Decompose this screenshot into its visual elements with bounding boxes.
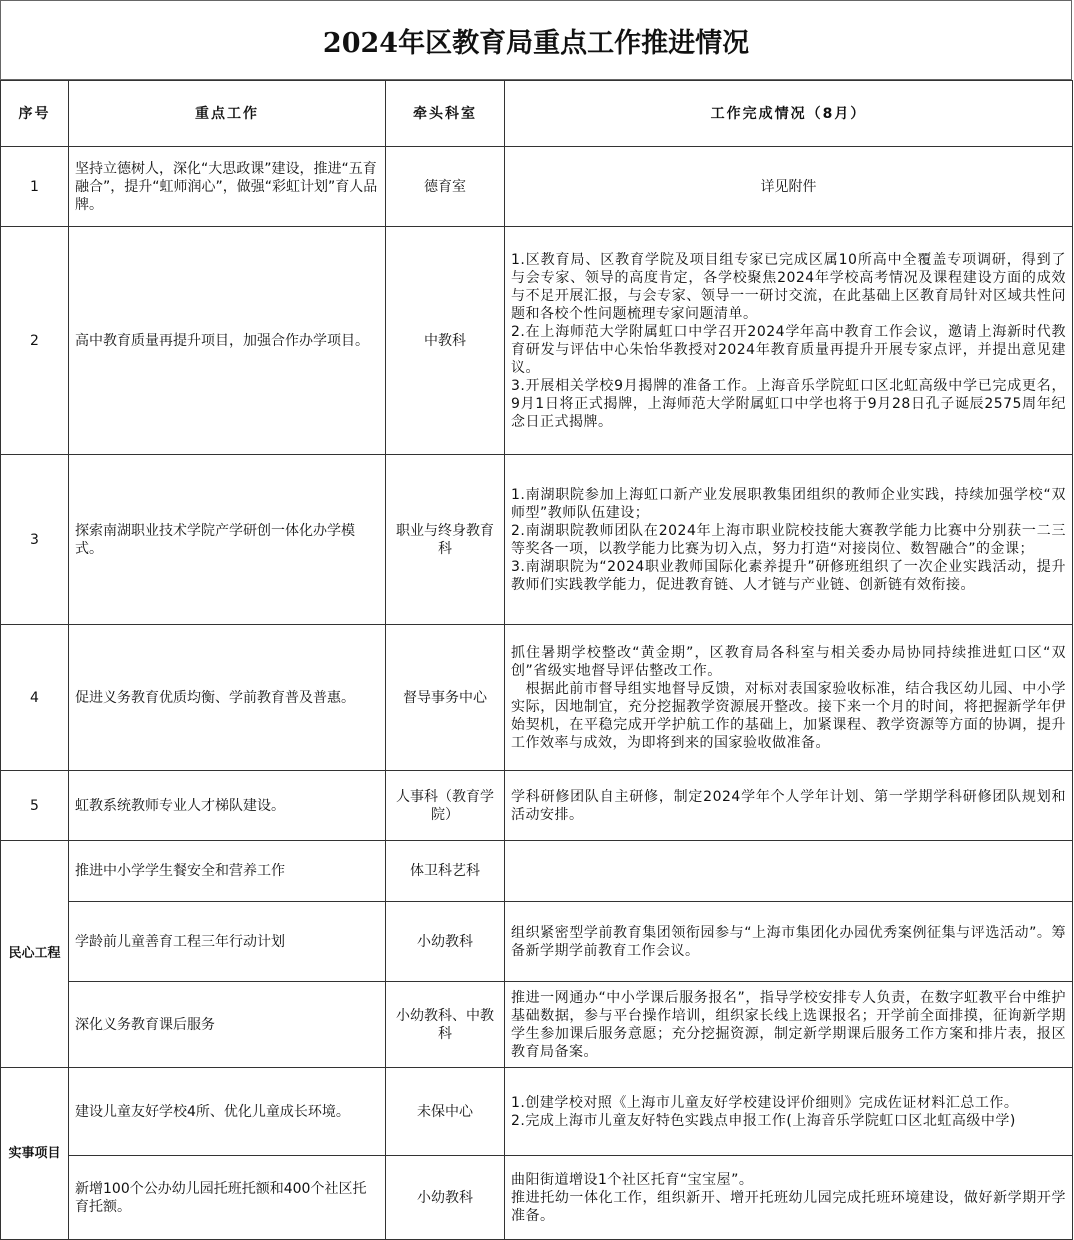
- status-line: 1.创建学校对照《上海市儿童友好学校建设评价细则》完成佐证材料汇总工作。: [511, 1094, 1019, 1111]
- status-line: 1.南湖职院参加上海虹口新产业发展职教集团组织的教师企业实践，持续加强学校“双师型”教师队伍建设；: [511, 486, 1066, 521]
- header-status: 工作完成情况（8月）: [505, 81, 1073, 147]
- dept-cell: 督导事务中心: [386, 625, 505, 771]
- dept-cell: 职业与终身教育科: [386, 455, 505, 625]
- status-line: 详见附件: [760, 178, 817, 195]
- table-row: [1, 902, 1073, 982]
- status-cell: [505, 455, 1073, 625]
- status-line: 推进托幼一体化工作，组织新开、增开托班幼儿园完成托班环境建设，做好新学期开学准备。: [511, 1189, 1066, 1224]
- header-task: 重点工作: [69, 81, 386, 147]
- status-line: 曲阳街道增设1个社区托育“宝宝屋”。: [511, 1171, 754, 1188]
- status-cell: [505, 1068, 1073, 1156]
- status-line: 学科研修团队自主研修，制定2024学年个人学年计划、第一学期学科研修团队规划和活动安排。: [511, 788, 1066, 823]
- table-row: [1, 625, 1073, 771]
- status-cell: [505, 771, 1073, 841]
- table-row: [1, 1068, 1073, 1156]
- row-number: 1: [1, 147, 69, 227]
- row-number: 3: [1, 455, 69, 625]
- status-line: 推进一网通办“中小学课后服务报名”，指导学校安排专人负责，在数字虹教平台中维护基础数据，参与平台操作培训，组织家长线上选课报名；开学前全面排摸，征询新学期学生参加课后服务意愿；充分挖掘资源，制定新学期课后服务工作方案和排片表，报区教育局备案。: [511, 989, 1066, 1060]
- status-cell: [505, 147, 1073, 227]
- task-cell: 新增100个公办幼儿园托班托额和400个社区托育托额。: [69, 1156, 386, 1240]
- task-cell: 高中教育质量再提升项目，加强合作办学项目。: [69, 227, 386, 455]
- table-row: [1, 227, 1073, 455]
- status-line: 2.完成上海市儿童友好特色实践点申报工作(上海音乐学院虹口区北虹高级中学): [511, 1112, 1016, 1129]
- status-line: 抓住暑期学校整改“黄金期”，区教育局各科室与相关委办局协同持续推进虹口区“双创”省级实地督导评估整改工作。: [511, 644, 1066, 679]
- task-cell: 探索南湖职业技术学院产学研创一体化办学模式。: [69, 455, 386, 625]
- status-cell: [505, 1156, 1073, 1240]
- table-row: [1, 147, 1073, 227]
- header-row: [1, 81, 1073, 147]
- table-row: [1, 982, 1073, 1068]
- dept-cell: 未保中心: [386, 1068, 505, 1156]
- task-cell: 学龄前儿童善育工程三年行动计划: [69, 902, 386, 982]
- task-cell: 坚持立德树人，深化“大思政课”建设，推进“五育融合”，提升“虹师润心”，做强“彩虹计划”育人品牌。: [69, 147, 386, 227]
- table-row: [1, 1156, 1073, 1240]
- table-row: [1, 771, 1073, 841]
- row-number: 5: [1, 771, 69, 841]
- task-cell: 促进义务教育优质均衡、学前教育普及普惠。: [69, 625, 386, 771]
- dept-cell: 中教科: [386, 227, 505, 455]
- dept-cell: 小幼教科: [386, 902, 505, 982]
- dept-cell: 体卫科艺科: [386, 841, 505, 902]
- table-row: [1, 841, 1073, 902]
- dept-cell: 小幼教科、中教科: [386, 982, 505, 1068]
- task-cell: 深化义务教育课后服务: [69, 982, 386, 1068]
- status-line: 3.开展相关学校9月揭牌的准备工作。上海音乐学院虹口区北虹高级中学已完成更名，9月1日将正式揭牌，上海师范大学附属虹口中学也将于9月28日孔子诞辰2575周年纪念日正式揭牌。: [511, 377, 1066, 430]
- status-cell: [505, 982, 1073, 1068]
- status-line: 3.南湖职院为“2024职业教师国际化素养提升”研修班组织了一次企业实践活动，提升教师们实践教学能力，促进教育链、人才链与产业链、创新链有效衔接。: [511, 558, 1066, 593]
- header-dept: 牵头科室: [386, 81, 505, 147]
- dept-cell: 德育室: [386, 147, 505, 227]
- dept-cell: 小幼教科: [386, 1156, 505, 1240]
- status-cell: [505, 625, 1073, 771]
- status-line: 2.在上海师范大学附属虹口中学召开2024学年高中教育工作会议，邀请上海新时代教育研发与评估中心朱怡华教授对2024年教育质量再提升开展专家点评，并提出意见建议。: [511, 323, 1066, 376]
- dept-cell: 人事科（教育学院）: [386, 771, 505, 841]
- status-cell: [505, 841, 1073, 902]
- task-cell: 推进中小学学生餐安全和营养工作: [69, 841, 386, 902]
- status-cell: [505, 902, 1073, 982]
- header-no: 序号: [1, 81, 69, 147]
- status-line: 组织紧密型学前教育集团领衔园参与“上海市集团化办园优秀案例征集与评选活动”。筹备新学期学前教育工作会议。: [511, 924, 1066, 959]
- status-line: 2.南湖职院教师团队在2024年上海市职业院校技能大赛教学能力比赛中分别获一二三等奖各一项，以教学能力比赛为切入点，努力打造“对接岗位、数智融合”的金课；: [511, 522, 1066, 557]
- group-label: 实事项目: [1, 1068, 69, 1240]
- page-title: 2024年区教育局重点工作推进情况: [0, 0, 1072, 80]
- work-progress-table: [0, 80, 1073, 1240]
- row-number: 4: [1, 625, 69, 771]
- table-row: [1, 455, 1073, 625]
- status-line: 1.区教育局、区教育学院及项目组专家已完成区属10所高中全覆盖专项调研，得到了与会专家、领导的高度肯定，各学校聚焦2024年学校高考情况及课程建设方面的成效与不足开展汇报，与会专家、领导一一研讨交流，在此基础上区教育局针对区域共性问题和各校个性问题梳理专家问题清单。: [511, 251, 1066, 322]
- row-number: 2: [1, 227, 69, 455]
- group-label: 民心工程: [1, 841, 69, 1068]
- status-line: 根据此前市督导组实地督导反馈，对标对表国家验收标准，结合我区幼儿园、中小学实际，因地制宜，充分挖掘教学资源展开整改。接下来一个月的时间，将把握新学年伊始契机，在平稳完成开学护航工作的基础上，加紧课程、教学资源等方面的协调，提升工作效率与成效，为即将到来的国家验收做准备。: [511, 680, 1066, 751]
- task-cell: 建设儿童友好学校4所、优化儿童成长环境。: [69, 1068, 386, 1156]
- task-cell: 虹教系统教师专业人才梯队建设。: [69, 771, 386, 841]
- status-cell: [505, 227, 1073, 455]
